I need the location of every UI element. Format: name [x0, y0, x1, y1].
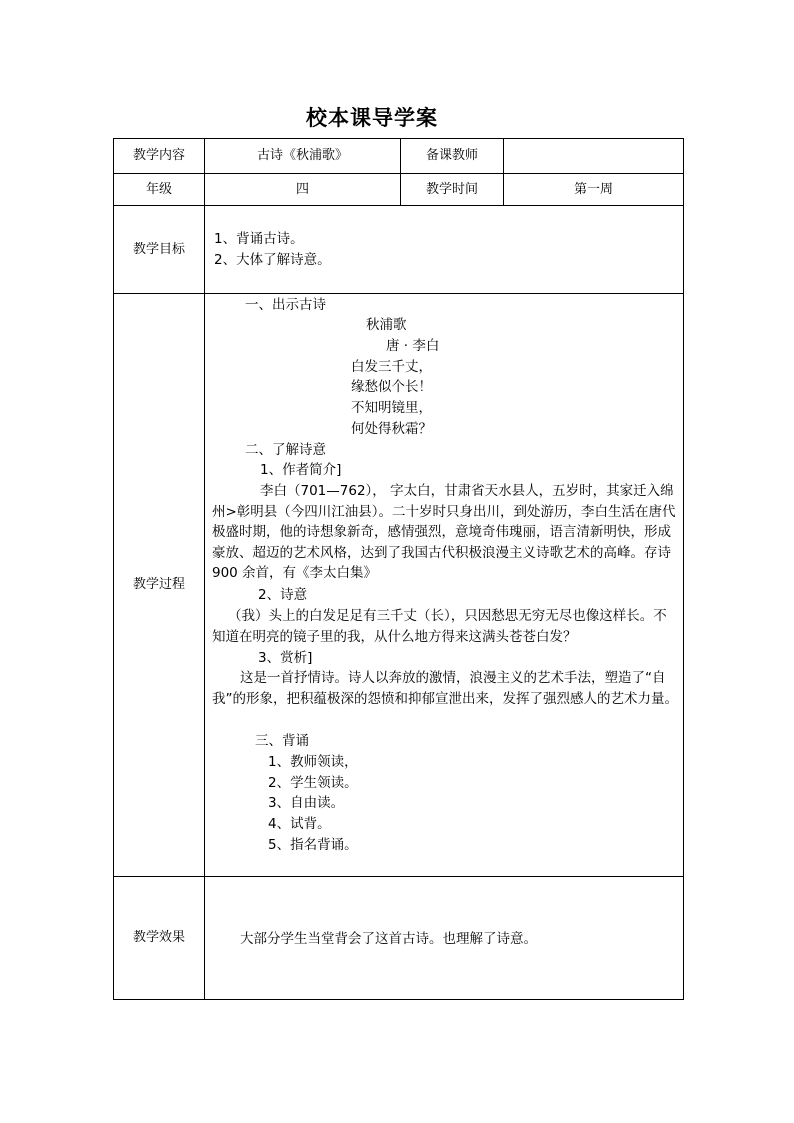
sub-heading: 1、作者简介] [260, 462, 342, 478]
recite-item: 4、试背。 [268, 816, 331, 832]
goal-item: 1、背诵古诗。 [214, 231, 304, 247]
label-teaching-content: 教学内容 [132, 148, 185, 163]
poem-line: 白发三千丈， [351, 359, 432, 375]
recite-item: 5、指名背诵。 [268, 837, 358, 853]
recite-item: 1、教师领读， [268, 754, 358, 770]
section-heading: 一、出示古诗 [245, 297, 326, 313]
sub-heading: 2、诗意 [258, 587, 308, 603]
section-heading: 三、背诵 [255, 733, 309, 749]
teaching-time-value: 第一周 [573, 181, 613, 197]
teaching-effect-text: 大部分学生当堂背会了这首古诗。也理解了诗意。 [240, 931, 537, 947]
poem-author: 唐 · 李白 [386, 338, 440, 354]
label-teaching-goals: 教学目标 [132, 241, 185, 257]
table-border [113, 999, 684, 1000]
poem-line: 缘愁似个长！ [351, 379, 432, 395]
label-teaching-process: 教学过程 [132, 577, 185, 592]
document-title: 校本课导学案 [306, 106, 438, 130]
teaching-content-value: 古诗《秋浦歌》 [256, 148, 348, 163]
table-border [683, 138, 684, 1000]
section-heading: 二、了解诗意 [245, 442, 326, 458]
grade-value: 四 [295, 181, 309, 197]
table-border [204, 138, 205, 1000]
poem-appreciation: 这是一首抒情诗。诗人以奔放的激情，浪漫主义的艺术手法，塑造了“自我”的形象，把积蕴极深的怨愤和抑郁宣泄出来，发挥了强烈感人的艺术力量。 [212, 670, 678, 707]
poem-line: 不知明镜里， [351, 400, 432, 416]
label-grade: 年级 [145, 181, 172, 197]
label-teaching-time: 教学时间 [425, 181, 478, 197]
recite-item: 2、学生领读。 [268, 775, 358, 791]
poem-meaning: （我）头上的白发足足有三千丈（长），只因愁思无穷无尽也像这样长。不知道在明亮的镜子里的我，从什么地方得来这满头苍苍白发？ [212, 608, 667, 645]
label-prep-teacher: 备课教师 [425, 148, 478, 163]
label-teaching-effect: 教学效果 [132, 930, 185, 945]
recite-item: 3、自由读。 [268, 795, 345, 811]
author-bio: 李白（701—762）， 字太白，甘肃省天水县人，五岁时，其家迁入绵州>彰明县（今四川江油县）。二十岁时只身出川，到处游历，李白生活在唐代极盛时期，他的诗想象新奇，感情强烈，意境奇伟瑰丽，语言清新明快，形成豪放、超迈的艺术风格，达到了我国古代积极浪漫主义诗歌艺术的高峰。存诗 900 余首，有《李太白集》 [212, 483, 676, 582]
sub-heading: 3、赏析] [258, 650, 313, 666]
prep-teacher-value [504, 139, 683, 173]
goal-item: 2、大体了解诗意。 [214, 252, 331, 268]
poem-line: 何处得秋霜？ [351, 421, 432, 437]
poem-title: 秋浦歌 [366, 317, 407, 333]
